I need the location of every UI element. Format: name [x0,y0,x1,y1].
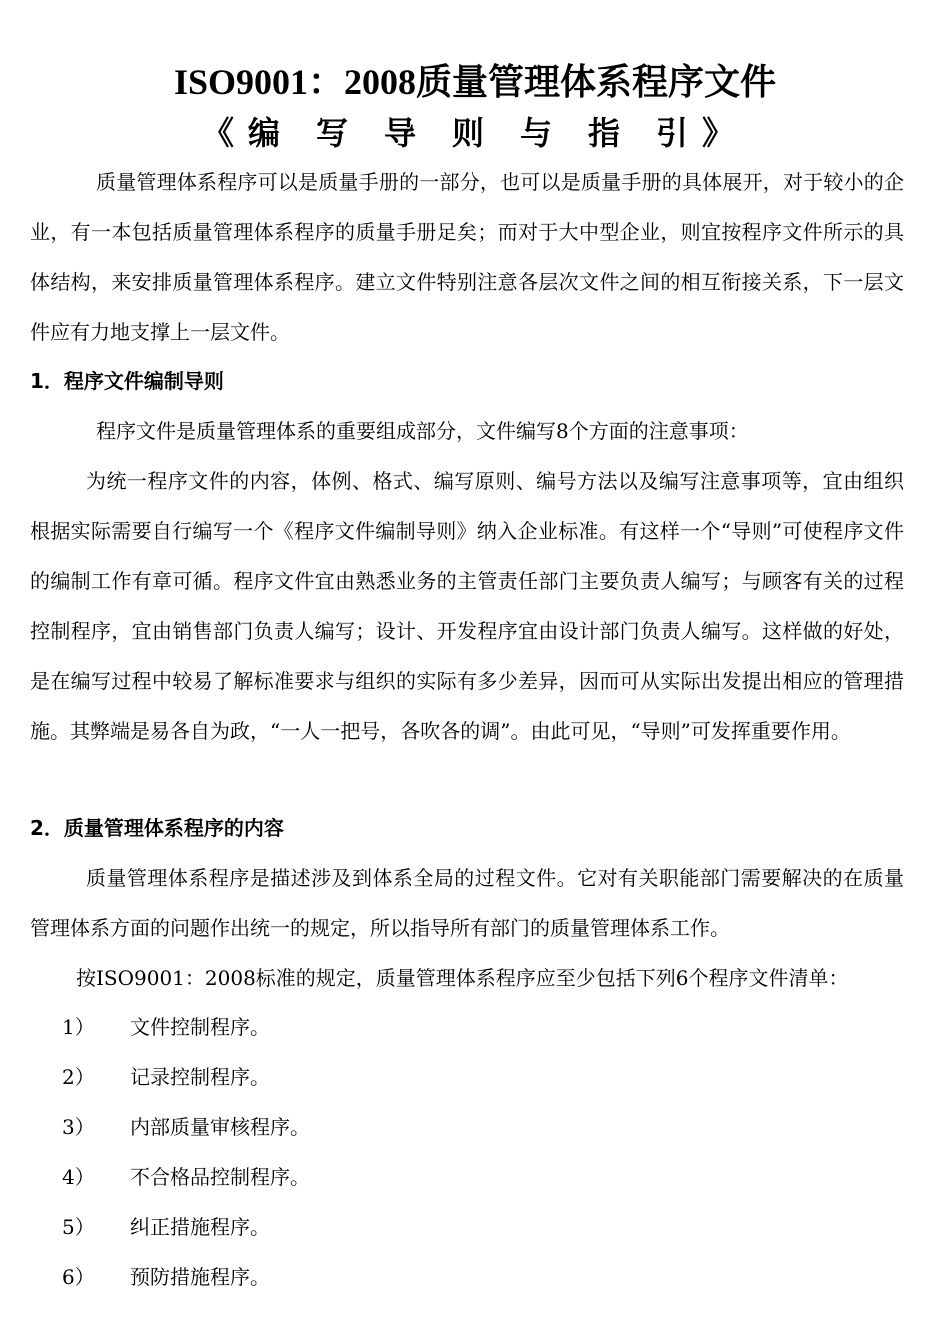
list-item [62,1252,310,1302]
document-subtitle: 《编 写 导 则 与 指 引》 [201,115,748,151]
procedure-list [62,1002,310,1302]
section2-paragraph-2: 按ISO9001：2008标准的规定，质量管理体系程序应至少包括下列6个程序文件清单： [76,966,849,990]
list-item [62,1102,310,1152]
list-item-text: 预防措施程序。 [130,1265,270,1289]
section1-paragraph-1: 程序文件是质量管理体系的重要组成部分，文件编写8个方面的注意事项： [96,419,749,443]
list-item-text: 纠正措施程序。 [130,1215,270,1239]
list-item-number: 6） [62,1265,95,1289]
list-item-text: 不合格品控制程序。 [130,1165,310,1189]
list-item-number: 5） [62,1215,95,1239]
list-item [62,1202,310,1252]
section1-heading: 1．程序文件编制导则 [30,369,224,393]
section2-paragraph-1: 质量管理体系程序是描述涉及到体系全局的过程文件。它对有关职能部门需要解决的在质量管理体系方面的问题作出统一的规定，所以指导所有部门的质量管理体系工作。 [30,866,904,940]
section2-heading: 2．质量管理体系程序的内容 [30,816,284,840]
list-item-number: 1） [62,1015,95,1039]
list-item-text: 文件控制程序。 [130,1015,270,1039]
list-item [62,1152,310,1202]
list-item [62,1002,310,1052]
list-item-number: 3） [62,1115,95,1139]
list-item-text: 内部质量审核程序。 [130,1115,310,1139]
list-item-number: 2） [62,1065,95,1089]
section1-paragraph-2: 为统一程序文件的内容，体例、格式、编写原则、编号方法以及编写注意事项等，宜由组织根据实际需要自行编写一个《程序文件编制导则》纳入企业标准。有这样一个“导则”可使程序文件的编制工作有章可循。程序文件宜由熟悉业务的主管责任部门主要负责人编写；与顾客有关的过程控制程序，宜由销售部门负责人编写；设计、开发程序宜由设计部门负责人编写。这样做的好处，是在编写过程中较易了解标准要求与组织的实际有多少差异，因而可从实际出发提出相应的管理措施。其弊端是易各自为政，“一人一把号，各吹各的调”。由此可见，“导则”可发挥重要作用。 [30,469,904,743]
intro-paragraph: 质量管理体系程序可以是质量手册的一部分，也可以是质量手册的具体展开，对于较小的企业，有一本包括质量管理体系程序的质量手册足矣；而对于大中型企业，则宜按程序文件所示的具体结构，来安排质量管理体系程序。建立文件特别注意各层次文件之间的相互衔接关系，下一层文件应有力地支撑上一层文件。 [30,170,904,344]
list-item-text: 记录控制程序。 [130,1065,270,1089]
list-item [62,1052,310,1102]
document-title: ISO9001：2008质量管理体系程序文件 [173,62,777,102]
list-item-number: 4） [62,1165,95,1189]
